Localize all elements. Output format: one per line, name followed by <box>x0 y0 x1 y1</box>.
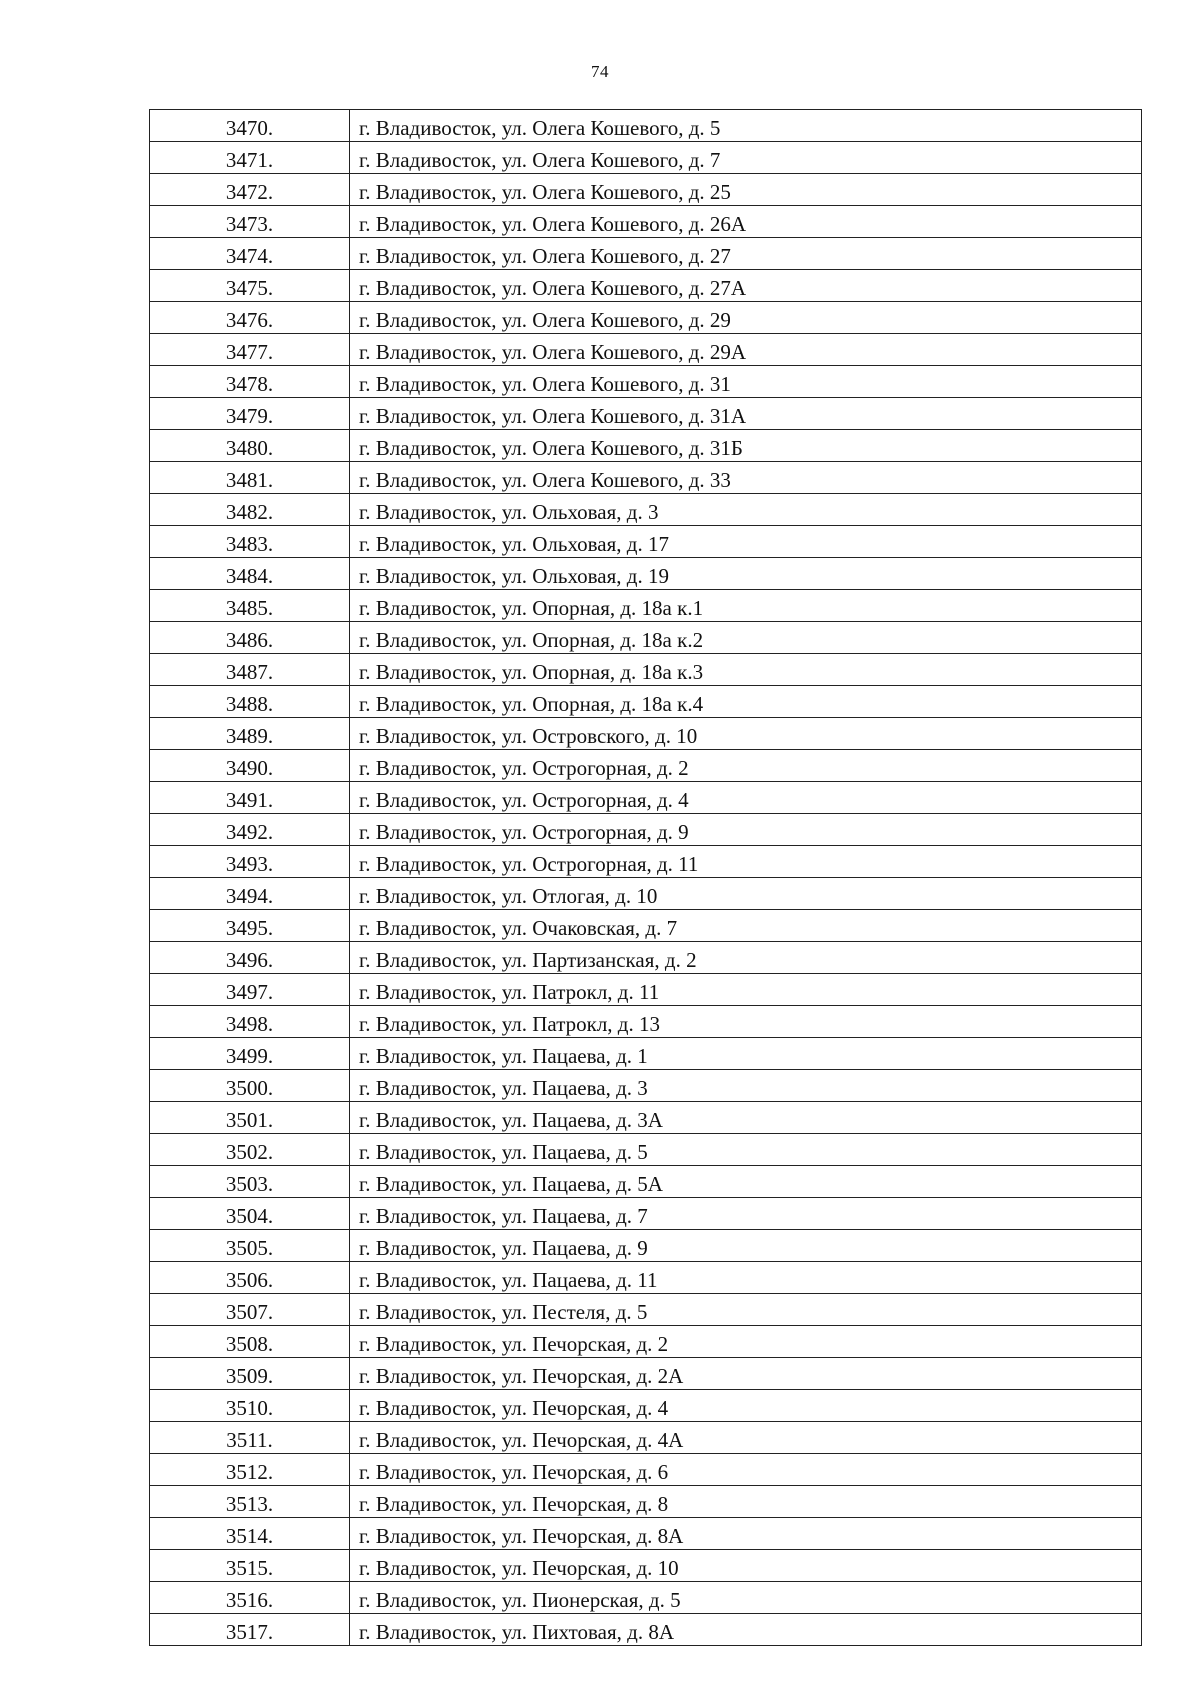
row-number: 3516. <box>150 1582 350 1614</box>
row-number: 3507. <box>150 1294 350 1326</box>
table-row <box>150 1390 1142 1422</box>
row-number: 3515. <box>150 1550 350 1582</box>
row-number: 3478. <box>150 366 350 398</box>
row-number: 3477. <box>150 334 350 366</box>
row-address: г. Владивосток, ул. Пионерская, д. 5 <box>350 1582 1142 1614</box>
row-address: г. Владивосток, ул. Печорская, д. 6 <box>350 1454 1142 1486</box>
row-number: 3511. <box>150 1422 350 1454</box>
table-row <box>150 1326 1142 1358</box>
table-row <box>150 110 1142 142</box>
row-address: г. Владивосток, ул. Олега Кошевого, д. 25 <box>350 174 1142 206</box>
row-address: г. Владивосток, ул. Ольховая, д. 19 <box>350 558 1142 590</box>
row-address: г. Владивосток, ул. Олега Кошевого, д. 31 <box>350 366 1142 398</box>
row-address: г. Владивосток, ул. Пацаева, д. 7 <box>350 1198 1142 1230</box>
row-number: 3495. <box>150 910 350 942</box>
row-number: 3504. <box>150 1198 350 1230</box>
table-row <box>150 398 1142 430</box>
table-row <box>150 590 1142 622</box>
row-address: г. Владивосток, ул. Пацаева, д. 3А <box>350 1102 1142 1134</box>
table-row <box>150 1294 1142 1326</box>
row-number: 3490. <box>150 750 350 782</box>
row-number: 3475. <box>150 270 350 302</box>
row-number: 3488. <box>150 686 350 718</box>
table-row <box>150 526 1142 558</box>
table-row <box>150 814 1142 846</box>
row-address: г. Владивосток, ул. Острогорная, д. 2 <box>350 750 1142 782</box>
row-address: г. Владивосток, ул. Печорская, д. 2А <box>350 1358 1142 1390</box>
row-number: 3480. <box>150 430 350 462</box>
row-address: г. Владивосток, ул. Пестеля, д. 5 <box>350 1294 1142 1326</box>
table-row <box>150 718 1142 750</box>
row-number: 3517. <box>150 1614 350 1646</box>
row-number: 3496. <box>150 942 350 974</box>
table-row <box>150 1230 1142 1262</box>
row-number: 3500. <box>150 1070 350 1102</box>
row-address: г. Владивосток, ул. Ольховая, д. 3 <box>350 494 1142 526</box>
row-address: г. Владивосток, ул. Олега Кошевого, д. 7 <box>350 142 1142 174</box>
row-number: 3487. <box>150 654 350 686</box>
page-number: 74 <box>591 62 609 81</box>
row-number: 3473. <box>150 206 350 238</box>
row-address: г. Владивосток, ул. Островского, д. 10 <box>350 718 1142 750</box>
row-address: г. Владивосток, ул. Печорская, д. 2 <box>350 1326 1142 1358</box>
row-address: г. Владивосток, ул. Патрокл, д. 13 <box>350 1006 1142 1038</box>
table-row <box>150 1262 1142 1294</box>
row-number: 3506. <box>150 1262 350 1294</box>
row-address: г. Владивосток, ул. Острогорная, д. 9 <box>350 814 1142 846</box>
row-number: 3470. <box>150 110 350 142</box>
row-number: 3513. <box>150 1486 350 1518</box>
address-table-body <box>150 110 1142 1646</box>
row-address: г. Владивосток, ул. Опорная, д. 18а к.4 <box>350 686 1142 718</box>
row-address: г. Владивосток, ул. Пацаева, д. 1 <box>350 1038 1142 1070</box>
table-row <box>150 910 1142 942</box>
row-number: 3472. <box>150 174 350 206</box>
row-number: 3498. <box>150 1006 350 1038</box>
row-address: г. Владивосток, ул. Пацаева, д. 5А <box>350 1166 1142 1198</box>
row-address: г. Владивосток, ул. Опорная, д. 18а к.3 <box>350 654 1142 686</box>
table-row <box>150 1454 1142 1486</box>
table-row <box>150 1166 1142 1198</box>
table-row <box>150 1614 1142 1646</box>
table-row <box>150 1102 1142 1134</box>
row-address: г. Владивосток, ул. Острогорная, д. 4 <box>350 782 1142 814</box>
table-row <box>150 1038 1142 1070</box>
row-number: 3499. <box>150 1038 350 1070</box>
row-address: г. Владивосток, ул. Печорская, д. 4 <box>350 1390 1142 1422</box>
table-row <box>150 622 1142 654</box>
table-row <box>150 654 1142 686</box>
table-row <box>150 206 1142 238</box>
row-address: г. Владивосток, ул. Олега Кошевого, д. 27 <box>350 238 1142 270</box>
row-address: г. Владивосток, ул. Олега Кошевого, д. 26А <box>350 206 1142 238</box>
row-number: 3492. <box>150 814 350 846</box>
row-number: 3509. <box>150 1358 350 1390</box>
row-address: г. Владивосток, ул. Острогорная, д. 11 <box>350 846 1142 878</box>
row-number: 3482. <box>150 494 350 526</box>
table-row <box>150 1518 1142 1550</box>
row-address: г. Владивосток, ул. Олега Кошевого, д. 29 <box>350 302 1142 334</box>
table-row <box>150 782 1142 814</box>
table-row <box>150 878 1142 910</box>
row-address: г. Владивосток, ул. Печорская, д. 4А <box>350 1422 1142 1454</box>
table-row <box>150 1134 1142 1166</box>
table-row <box>150 750 1142 782</box>
row-number: 3497. <box>150 974 350 1006</box>
row-number: 3476. <box>150 302 350 334</box>
table-row <box>150 686 1142 718</box>
row-number: 3512. <box>150 1454 350 1486</box>
table-row <box>150 1582 1142 1614</box>
table-row <box>150 1358 1142 1390</box>
table-row <box>150 1070 1142 1102</box>
row-address: г. Владивосток, ул. Олега Кошевого, д. 31А <box>350 398 1142 430</box>
row-number: 3485. <box>150 590 350 622</box>
table-row <box>150 974 1142 1006</box>
row-number: 3493. <box>150 846 350 878</box>
table-row <box>150 1550 1142 1582</box>
table-row <box>150 1198 1142 1230</box>
table-row <box>150 270 1142 302</box>
table-row <box>150 1486 1142 1518</box>
row-address: г. Владивосток, ул. Отлогая, д. 10 <box>350 878 1142 910</box>
table-row <box>150 494 1142 526</box>
table-row <box>150 558 1142 590</box>
row-number: 3494. <box>150 878 350 910</box>
row-address: г. Владивосток, ул. Печорская, д. 10 <box>350 1550 1142 1582</box>
table-row <box>150 142 1142 174</box>
table-row <box>150 366 1142 398</box>
row-number: 3479. <box>150 398 350 430</box>
row-number: 3481. <box>150 462 350 494</box>
row-address: г. Владивосток, ул. Олега Кошевого, д. 29А <box>350 334 1142 366</box>
row-number: 3474. <box>150 238 350 270</box>
row-address: г. Владивосток, ул. Печорская, д. 8А <box>350 1518 1142 1550</box>
row-number: 3502. <box>150 1134 350 1166</box>
table-row <box>150 462 1142 494</box>
row-number: 3505. <box>150 1230 350 1262</box>
table-row <box>150 846 1142 878</box>
table-row <box>150 1006 1142 1038</box>
row-address: г. Владивосток, ул. Опорная, д. 18а к.2 <box>350 622 1142 654</box>
row-number: 3510. <box>150 1390 350 1422</box>
row-address: г. Владивосток, ул. Партизанская, д. 2 <box>350 942 1142 974</box>
row-number: 3508. <box>150 1326 350 1358</box>
table-row <box>150 174 1142 206</box>
row-address: г. Владивосток, ул. Пацаева, д. 11 <box>350 1262 1142 1294</box>
row-number: 3471. <box>150 142 350 174</box>
row-address: г. Владивосток, ул. Патрокл, д. 11 <box>350 974 1142 1006</box>
table-row <box>150 238 1142 270</box>
row-address: г. Владивосток, ул. Пихтовая, д. 8А <box>350 1614 1142 1646</box>
row-address: г. Владивосток, ул. Ольховая, д. 17 <box>350 526 1142 558</box>
row-number: 3484. <box>150 558 350 590</box>
row-address: г. Владивосток, ул. Пацаева, д. 9 <box>350 1230 1142 1262</box>
row-address: г. Владивосток, ул. Пацаева, д. 3 <box>350 1070 1142 1102</box>
row-address: г. Владивосток, ул. Олега Кошевого, д. 33 <box>350 462 1142 494</box>
table-row <box>150 1422 1142 1454</box>
row-address: г. Владивосток, ул. Печорская, д. 8 <box>350 1486 1142 1518</box>
row-address: г. Владивосток, ул. Пацаева, д. 5 <box>350 1134 1142 1166</box>
row-number: 3491. <box>150 782 350 814</box>
row-address: г. Владивосток, ул. Опорная, д. 18а к.1 <box>350 590 1142 622</box>
table-row <box>150 430 1142 462</box>
row-address: г. Владивосток, ул. Олега Кошевого, д. 5 <box>350 110 1142 142</box>
row-address: г. Владивосток, ул. Олега Кошевого, д. 31Б <box>350 430 1142 462</box>
table-row <box>150 942 1142 974</box>
row-address: г. Владивосток, ул. Олега Кошевого, д. 27А <box>350 270 1142 302</box>
address-table <box>149 109 1142 1646</box>
row-address: г. Владивосток, ул. Очаковская, д. 7 <box>350 910 1142 942</box>
row-number: 3503. <box>150 1166 350 1198</box>
row-number: 3514. <box>150 1518 350 1550</box>
row-number: 3501. <box>150 1102 350 1134</box>
row-number: 3483. <box>150 526 350 558</box>
table-row <box>150 334 1142 366</box>
row-number: 3486. <box>150 622 350 654</box>
row-number: 3489. <box>150 718 350 750</box>
table-row <box>150 302 1142 334</box>
